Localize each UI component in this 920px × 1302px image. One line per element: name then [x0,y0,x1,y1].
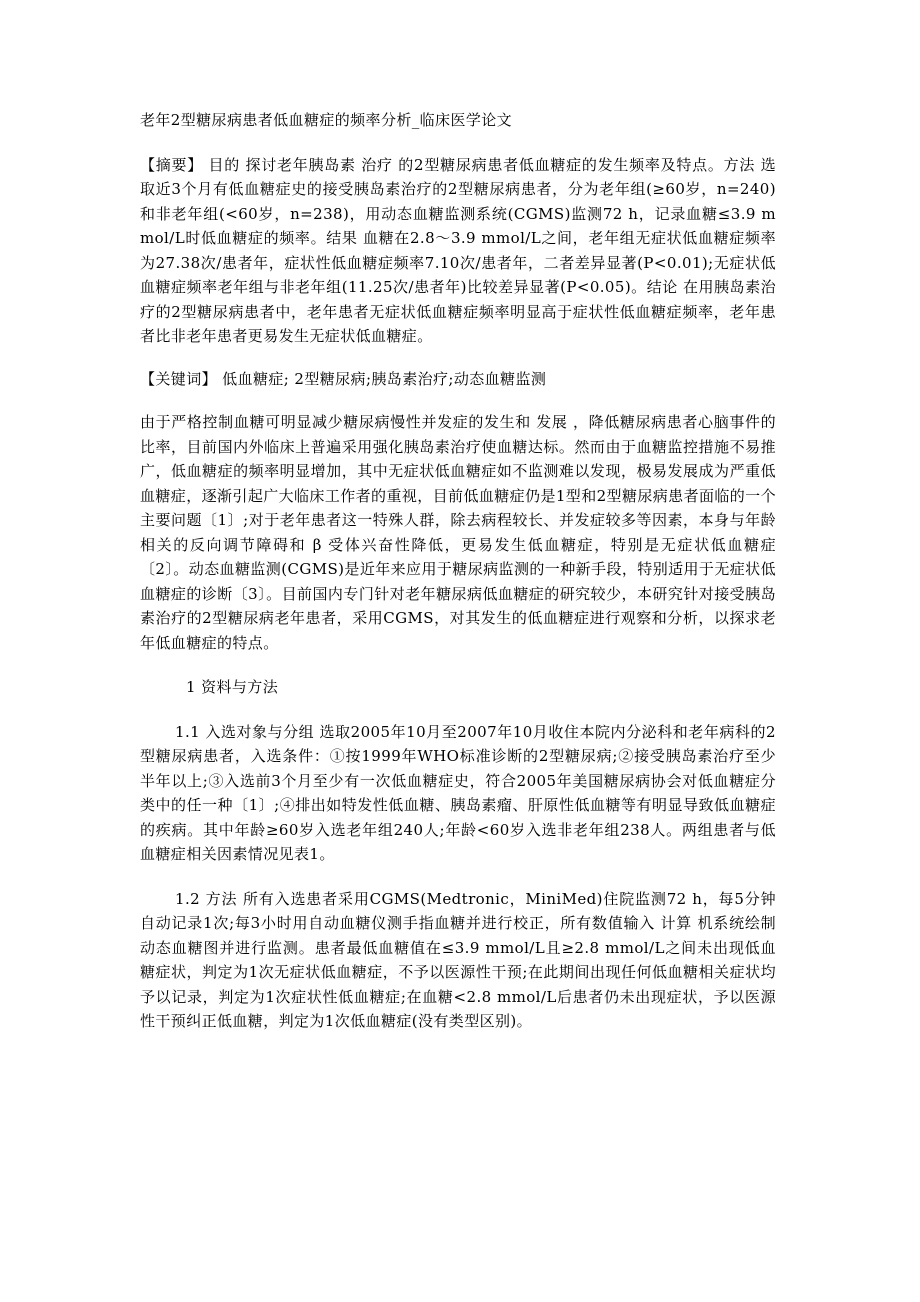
keywords-paragraph [140,367,776,392]
document-page [140,108,776,1034]
abstract-paragraph [140,153,776,349]
section-heading: 1 资料与方法 [186,678,279,696]
intro-paragraph: 由于严格控制血糖可明显减少糖尿病慢性并发症的发生和 发展 ，降低糖尿病患者心脑事件的比率，目前国内外临床上普遍采用强化胰岛素治疗使血糖达标。然而由于血糖监控措施不易推广，低血糖症的频率明显增加，其中无症状低血糖症如不监测难以发现，极易发展成为严重低血糖症，逐渐引起广大临床工作者的重视，目前低血糖症仍是1型和2型糖尿病患者面临的一个主要问题〔1〕;对于老年患者这一特殊人群，除去病程较长、并发症较多等因素，本身与年龄相关的反向调节障碍和 β 受体兴奋性降低，更易发生低血糖症，特别是无症状低血糖症〔2〕。动态血糖监测(CGMS)是近年来应用于糖尿病监测的一种新手段，特别适用于无症状低血糖症的诊断〔3〕。目前国内专门针对老年糖尿病低血糖症的研究较少，本研究针对接受胰岛素治疗的2型糖尿病老年患者，采用CGMS，对其发生的低血糖症进行观察和分析，以探求老年低血糖症的特点。 [140,413,776,652]
document-title: 老年2型糖尿病患者低血糖症的频率分析_临床医学论文 [140,111,513,129]
keywords-label: 【关键词】 [140,369,218,388]
abstract-label: 【摘要】 [140,155,203,174]
subsection-1-2: 1.2 方法 所有入选患者采用CGMS(Medtronic，MiniMed)住院监测72 h，每5分钟自动记录1次;每3小时用自动血糖仪测手指血糖并进行校正，所有数值输入 计算 机系统绘制动态血糖图并进行监测。患者最低血糖值在≤3.9 mmol/L且≥2.8 mmol/L之间未出现低血糖症状，判定为1次无症状低血糖症，不予以医源性干预;在此期间出现任何低血糖相关症状均予以记录，判定为1次症状性低血糖症;在血糖<2.8 mmol/L后患者仍未出现症状，予以医源性干预纠正低血糖，判定为1次低血糖症(没有类型区别)。 [140,889,776,1030]
abstract-text: 目的 探讨老年胰岛素 治疗 的2型糖尿病患者低血糖症的发生频率及特点。方法 选取近3个月有低血糖症史的接受胰岛素治疗的2型糖尿病患者，分为老年组(≥60岁，n=240)和非老年组(<60岁，n=238)，用动态血糖监测系统(CGMS)监测72 h，记录血糖≤3.9 mmol/L时低血糖症的频率。结果 血糖在2.8～3.9 mmol/L之间，老年组无症状低血糖症频率为27.38次/患者年，症状性低血糖症频率7.10次/患者年，二者差异显著(P<0.01);无症状低血糖症频率老年组与非老年组(11.25次/患者年)比较差异显著(P<0.05)。结论 在用胰岛素治疗的2型糖尿病患者中，老年患者无症状低血糖症频率明显高于症状性低血糖症频率，老年患者比非老年患者更易发生无症状低血糖症。 [140,155,776,345]
keywords-text: 低血糖症; 2型糖尿病;胰岛素治疗;动态血糖监测 [217,369,547,388]
subsection-1-1: 1.1 入选对象与分组 选取2005年10月至2007年10月收住本院内分泌科和老年病科的2型糖尿病患者，入选条件：①按1999年WHO标准诊断的2型糖尿病;②接受胰岛素治疗至少半年以上;③入选前3个月至少有一次低血糖症史，符合2005年美国糖尿病协会对低血糖症分类中的任一种〔1〕;④排出如特发性低血糖、胰岛素瘤、肝原性低血糖等有明显导致低血糖症的疾病。其中年龄≥60岁入选老年组240人;年龄<60岁入选非老年组238人。两组患者与低血糖症相关因素情况见表1。 [140,722,776,863]
